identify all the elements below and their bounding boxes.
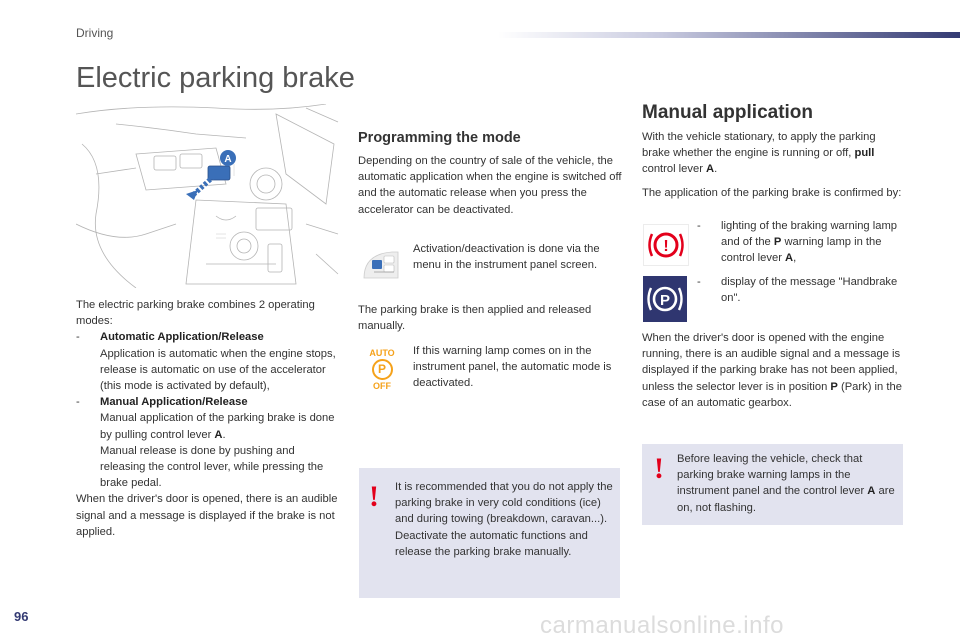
- watermark: carmanualsonline.info: [540, 612, 784, 639]
- manual-p3: When the driver's door is opened with the engine running, there is an audible signal and a message is displayed if the parking brake has not been applied, unless the selector lever is in position P (Park) in the case of an automatic gearbox.: [642, 332, 902, 409]
- lamp-text: If this warning lamp comes on in the instrument panel, the automatic mode is deactivated.: [413, 345, 612, 390]
- mode-item: - Manual Application/Release Manual application of the parking brake is done by pulling control lever A. Manual release is done by pushing and releasing the control lever, while pressing the brake pedal.: [76, 396, 335, 490]
- mode-title: Automatic Application/Release: [100, 331, 264, 344]
- mode-text: Application is automatic when the engine stops, release is automatic on use of the accelerator (this mode is activated by default),: [100, 347, 336, 393]
- manual-p2: The application of the parking brake is confirmed by:: [642, 187, 902, 199]
- warning-text: Before leaving the vehicle, check that parking brake warning lamps in the instrument panel and the control lever A are on, not flashing.: [677, 453, 895, 514]
- intro-closing: When the driver's door is opened, there is an audible signal and a message is displayed if the brake is not applied.: [76, 493, 338, 538]
- control-lever-diagram: [76, 104, 340, 288]
- svg-text:!: !: [663, 238, 669, 255]
- warning-exclamation-icon: !: [369, 480, 379, 513]
- lever-ref: A: [785, 252, 794, 265]
- warning-box-cold: [359, 468, 620, 598]
- brake-warning-lamp-icon: [643, 224, 689, 266]
- programming-p1: Depending on the country of sale of the vehicle, the automatic application when the engine is switched off and the automatic release when you press the accelerator can be deactivated.: [358, 155, 622, 216]
- manual-heading: Manual application: [642, 102, 814, 123]
- lever-ref: A: [706, 163, 715, 176]
- header-bar: [498, 32, 960, 38]
- svg-text:P: P: [659, 292, 671, 309]
- intro-lead: The electric parking brake combines 2 operating modes:: [76, 299, 315, 328]
- auto-p-off-lamp-icon: AUTO P OFF: [369, 348, 395, 391]
- steering-control-icon: [362, 250, 400, 280]
- manual-p1: With the vehicle stationary, to apply the parking brake whether the engine is running or off, pull control lever A.: [642, 131, 876, 176]
- mode-title: Manual Application/Release: [100, 396, 248, 409]
- mode-item: - Automatic Application/Release Application is automatic when the engine stops, release is automatic on use of the accelerator (this mode is activated by default),: [76, 331, 336, 393]
- page-number: 96: [14, 609, 29, 624]
- mode-text: Manual release is done by pushing and releasing the control lever, while pressing the brake pedal.: [100, 444, 324, 490]
- intro-column: [76, 297, 342, 540]
- programming-p2: The parking brake is then applied and released manually.: [358, 304, 592, 333]
- warning-text: It is recommended that you do not apply the parking brake in very cold conditions (ice) and during towing (breakdown, caravan...). Deactivate the automatic functions and release the parking brake manually.: [395, 481, 613, 558]
- dashboard-illustration: [76, 104, 340, 288]
- programming-heading: Programming the mode: [358, 130, 521, 146]
- confirm-item-message: - display of the message "Handbrake on".: [697, 276, 898, 305]
- callout-label: A: [224, 154, 232, 165]
- page-title: Electric parking brake: [76, 62, 355, 94]
- lever-ref: A: [214, 428, 223, 441]
- activation-text: Activation/deactivation is done via the menu in the instrument panel screen.: [413, 243, 600, 272]
- section-label: Driving: [76, 26, 114, 40]
- confirm-item-lamp: - lighting of the braking warning lamp and of the P warning lamp in the control lever A,: [697, 220, 897, 265]
- p-warning-lamp-icon: [643, 276, 687, 322]
- warning-exclamation-icon: !: [654, 452, 664, 485]
- warning-box-leaving: [642, 444, 903, 525]
